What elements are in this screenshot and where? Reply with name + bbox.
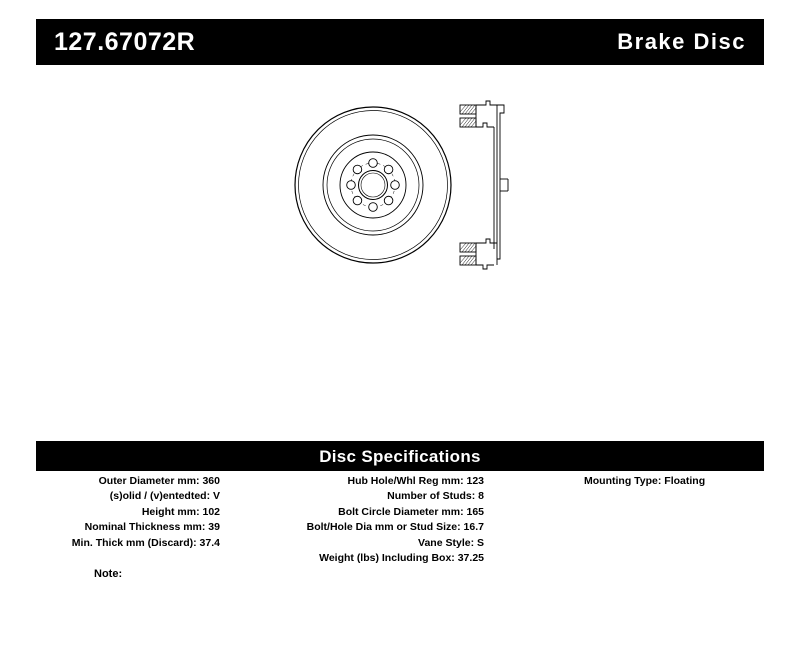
rotor-front-view xyxy=(293,105,453,270)
spec-item: Nominal Thickness mm: 39 xyxy=(84,521,220,534)
spec-header-bar xyxy=(36,443,764,471)
spec-item: Vane Style: S xyxy=(418,536,484,549)
header-bar xyxy=(36,19,764,65)
spec-column-middle xyxy=(234,474,484,566)
spec-item: Mounting Type: Floating xyxy=(584,475,706,487)
spec-item: Bolt/Hole Dia mm or Stud Size: 16.7 xyxy=(306,521,484,534)
spec-item: Height mm: 102 xyxy=(141,505,220,518)
spec-item: Hub Hole/Whl Reg mm: 123 xyxy=(347,475,484,487)
spec-item: (s)olid / (v)entedted: V xyxy=(109,490,220,503)
spec-header-title: Disc Specifications xyxy=(319,447,481,466)
note-label: Note: xyxy=(94,568,123,580)
footer-rule xyxy=(36,636,764,637)
spec-column-right xyxy=(536,474,764,489)
spec-item: Outer Diameter mm: 360 xyxy=(98,475,220,487)
spec-column-left xyxy=(36,474,220,551)
spec-body xyxy=(36,474,764,594)
spec-item: Number of Studs: 8 xyxy=(387,490,484,503)
technical-drawing-area xyxy=(36,75,764,430)
part-number: 127.67072R xyxy=(54,27,196,56)
document-type-label: Brake Disc xyxy=(617,29,746,54)
spec-item: Weight (lbs) Including Box: 37.25 xyxy=(319,552,484,565)
spec-item: Min. Thick mm (Discard): 37.4 xyxy=(71,536,220,549)
rotor-side-section-view xyxy=(456,99,546,276)
spec-item: Bolt Circle Diameter mm: 165 xyxy=(338,505,484,518)
